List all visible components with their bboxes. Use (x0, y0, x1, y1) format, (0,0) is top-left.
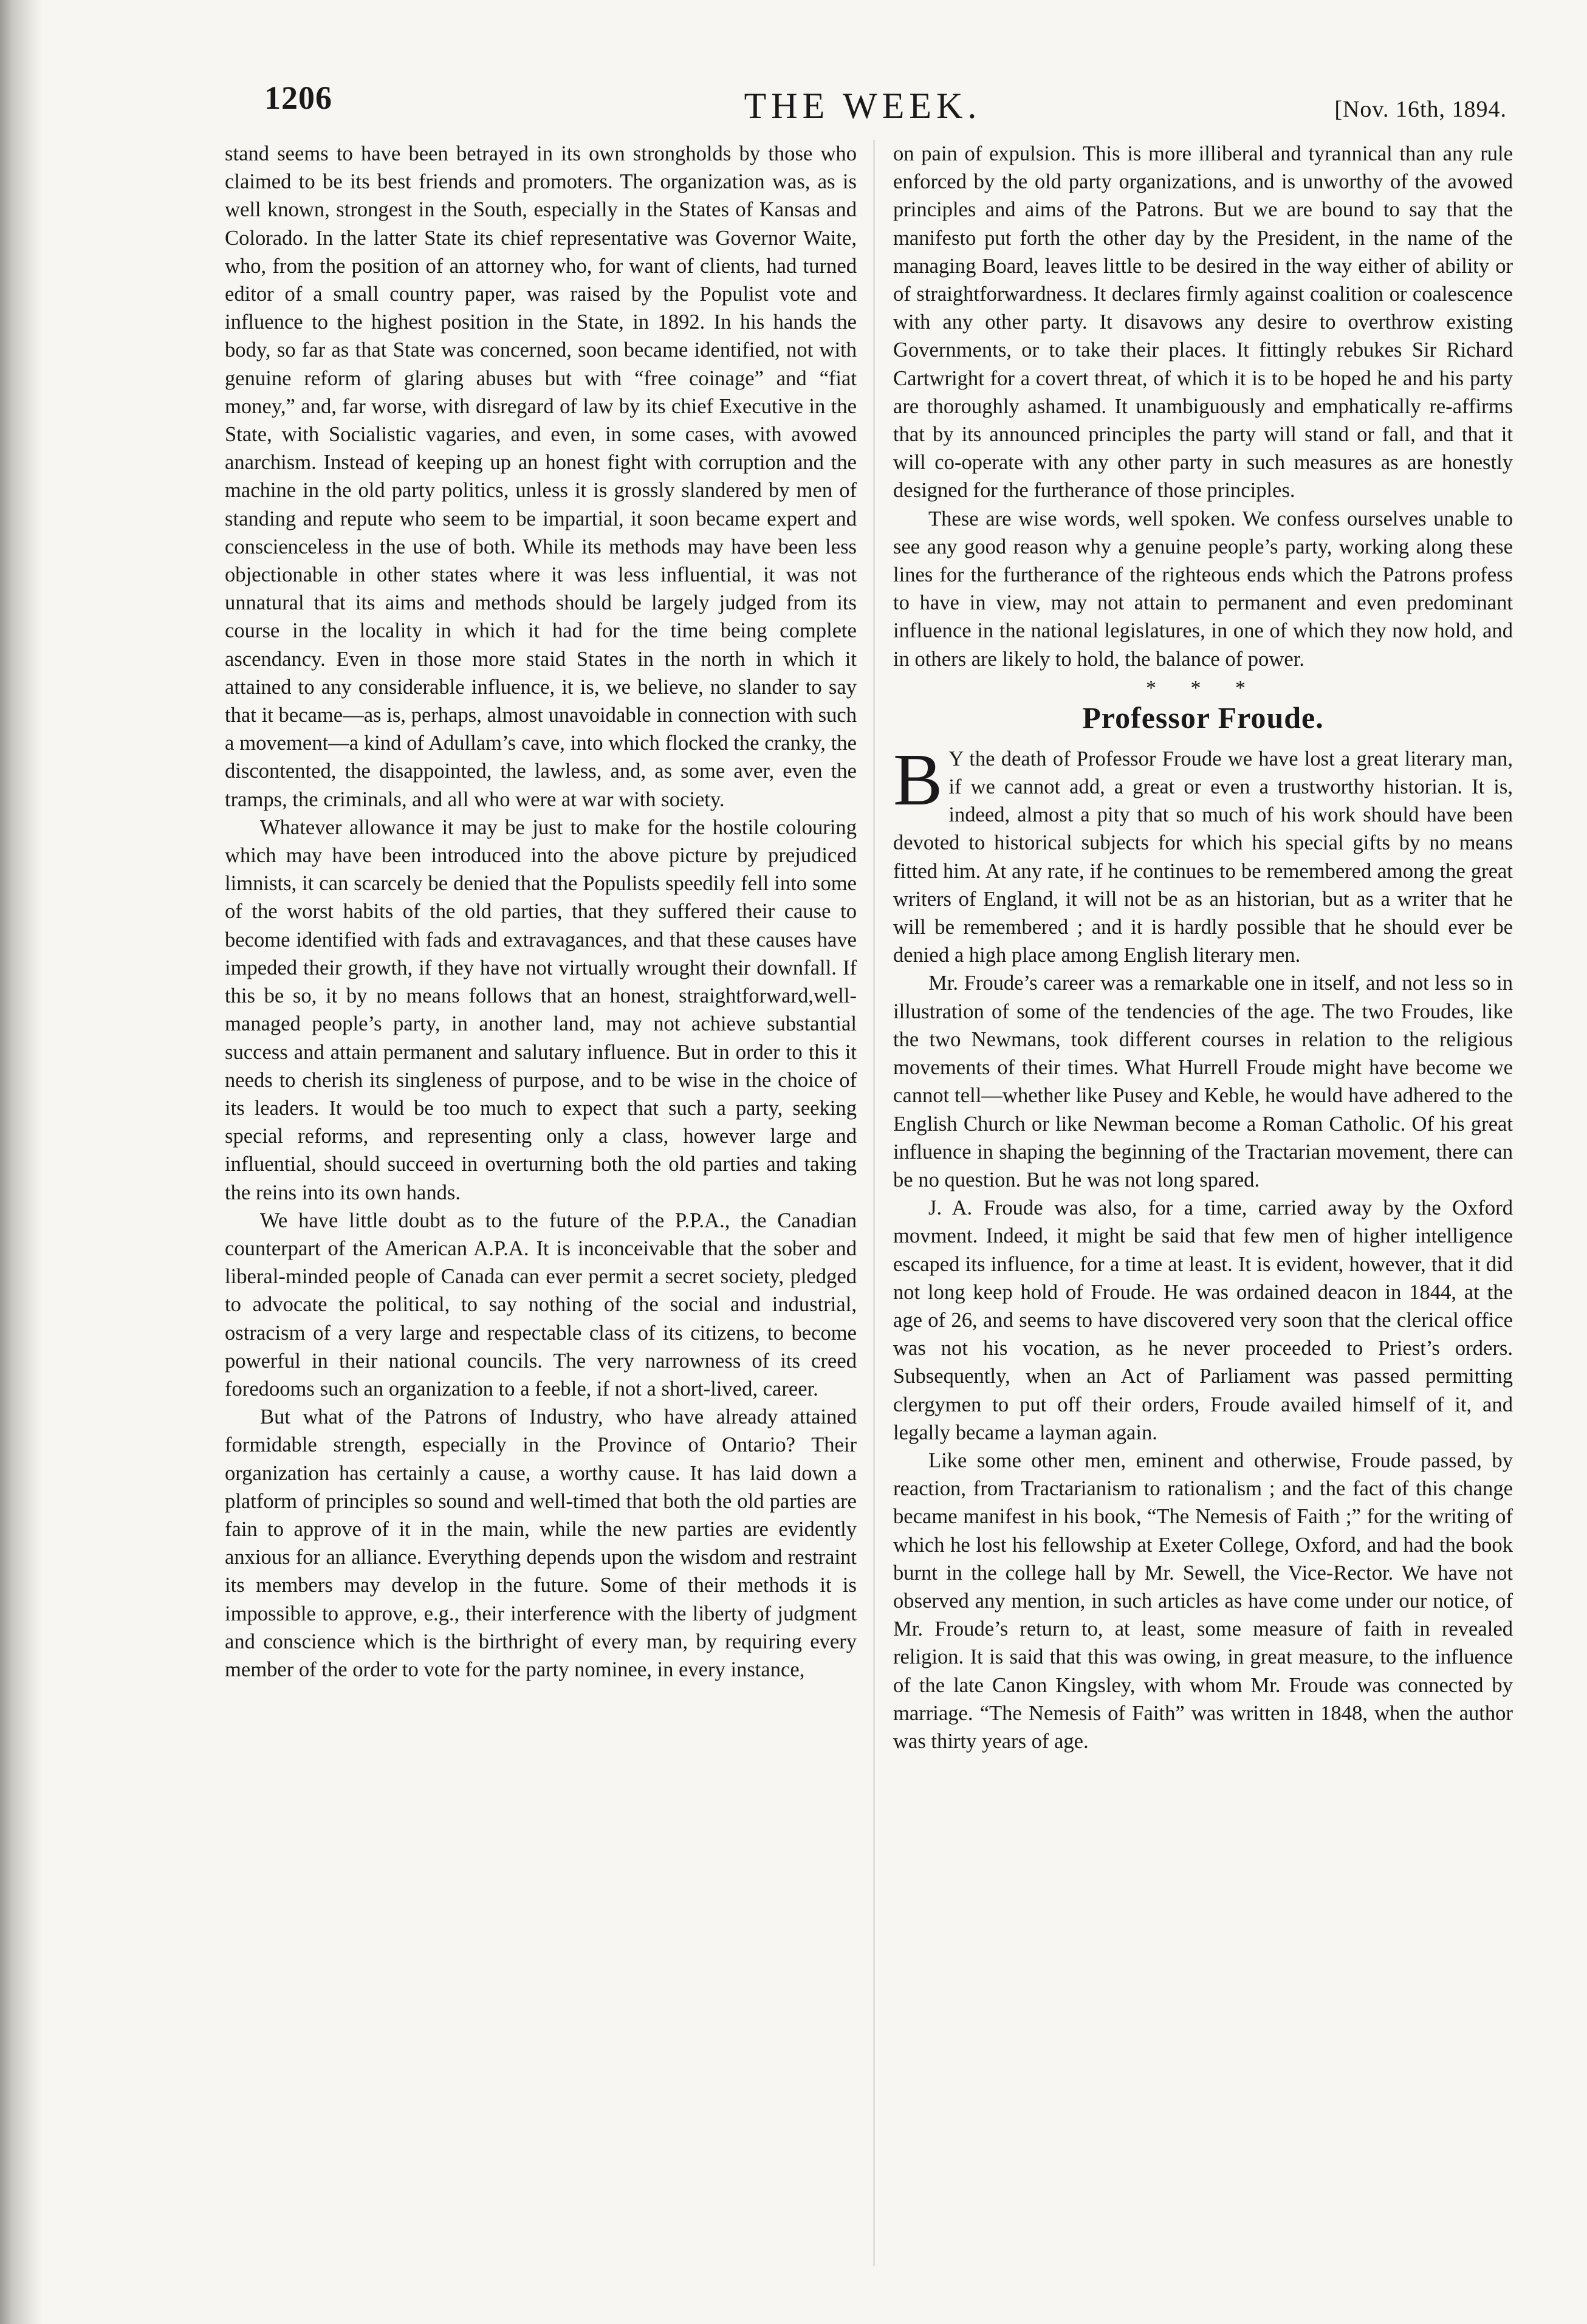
issue-date: [Nov. 16th, 1894. (1334, 97, 1507, 122)
book-binding-shadow (0, 0, 43, 2324)
paragraph: Like some other men, eminent and otherwise, Froude passed, by reaction, from Tractarianism to rationalism ; and the fact of this change became manifest in his book, “The Nemesis of Faith ;” for the writing of which he lost his fellowship at Exeter College, Oxford, and had the book burnt in the college hall by Mr. Sewell, the Vice-Rector. We have not observed any mention, in such articles as have come under our notice, of Mr. Froude’s return to, at least, some measure of faith in revealed religion. It is said that this was owing, in great measure, to the influence of the late Canon Kingsley, with whom Mr. Froude was connected by marriage. “The Nemesis of Faith” was written in 1848, when the author was thirty years of age. (893, 1448, 1513, 1753)
newspaper-page (182, 67, 1543, 2309)
paragraph: We have little doubt as to the future of the P.P.A., the Canadian counterpart of the American A.P.A. It is inconceivable that the sober and liberal-minded people of Canada can ever permit a secret society, pledged to advocate the political, to say nothing of the social and industrial, ostracism of a very large and respectable class of its citizens, to become powerful in their national councils. The very narrowness of its creed foredooms such an organization to a feeble, if not a short-lived, career. (225, 1208, 857, 1400)
paragraph: J. A. Froude was also, for a time, carried away by the Oxford movment. Indeed, it might be said that few men of higher intelligence escaped its influence, for a time at least. It is evident, however, that it did not long keep hold of Froude. He was ordained deacon in 1844, at the age of 26, and seems to have discovered very soon that the clerical office was not his vocation, as he never proceeded to Priest’s orders. Subsequently, when an Act of Parliament was passed permitting clergymen to put off their orders, Froude availed himself of it, and legally became a layman again. (893, 1196, 1513, 1444)
paragraph (893, 738, 1513, 970)
paragraph: on pain of expulsion. This is more illiberal and tyrannical than any rule enforced by the old party organizations, and is unworthy of the avowed principles and aims of the Patrons. But we are bound to say that the manifesto put forth the other day by the President, in the name of the managing Board, leaves little to be desired in the way either of ability or of straightforwardness. It declares firmly against coalition or coalescence with any other party. It disavows any desire to overthrow existing Governments, or to take their places. It fittingly rebukes Sir Richard Cartwright for a covert threat, of which it is to be hoped he and his party are thoroughly ashamed. It unambiguously and emphatically re-affirms that by its announced principles the party will stand or fall, and that it will co-operate with any other party in such measures as are honestly designed for the furtherance of those principles. (893, 142, 1513, 502)
drop-cap: B (893, 738, 943, 821)
page-number: 1206 (264, 80, 332, 116)
right-column (893, 140, 1513, 1755)
paragraph: Mr. Froude’s career was a remarkable one in itself, and not less so in illustration of some of the tendencies of the age. The two Froudes, like the two Newmans, took different courses in relation to the religious movements of their times. What Hurrell Froude might have become we cannot tell—whether like Pusey and Keble, he would have adhered to the English Church or like Newman become a Roman Catholic. Of his great influence in shaping the beginning of the Tractarian movement, there can be no question. But he was not long spared. (893, 972, 1513, 1191)
paragraph: Whatever allowance it may be just to make for the hostile colouring which may have been introduced into the above picture by prejudiced limnists, it can scarcely be denied that the Populists speedily fell into some of the worst habits of the old parties, that they suffered their cause to become identified with fads and extravagances, and that these causes have impeded their growth, if they have not virtually wrought their downfall. If this be so, it by no means follows that an honest, straightforward,well-managed people’s party, in another land, may not achieve substantial success and attain permanent and salutary influence. But in order to this it needs to cherish its singleness of purpose, and to be wise in the choice of its leaders. It would be too much to expect that such a party, seeking special reforms, and representing only a class, however large and influential, should succeed in overturning both the old parties and taking the reins into its own hands. (225, 815, 857, 1204)
journal-title: THE WEEK. (744, 86, 982, 126)
section-title: Professor Froude. (1082, 700, 1324, 735)
left-column (225, 140, 857, 1684)
paragraph: stand seems to have been betrayed in its own strongholds by those who claimed to be its best friends and promoters. The organization was, as is well known, strongest in the South, especially in the States of Kansas and Colorado. In the latter State its chief representative was Governor Waite, who, from the position of an attorney who, for want of clients, had turned editor of a small country paper, was raised by the Populist vote and influence to the highest position in the State, in 1892. In his hands the body, so far as that State was concerned, soon became identified, not with genuine reform of glaring abuses but with “free coinage” and “fiat money,” and, far worse, with disregard of law by its chief Executive in the State, with Socialistic vagaries, and even, in some cases, with avowed anarchism. Instead of keeping up an honest fight with corruption and the machine in the old party politics, unless it is grossly slandered by men of standing and repute who seem to be impartial, it soon became expert and conscienceless in the use of both. While its methods may have been less objectionable in other states where it was less influential, it was not unnatural that its aims and methods should be largely judged from its course in the locality in which it had for the time being complete ascendancy. Even in those more staid States in the north in which it attained to any considerable influence, it is, we believe, no slander to say that it became—as is, perhaps, almost unavoidable in connection with such a movement—a kind of Adullam’s cave, into which flocked the cranky, the discontented, the disappointed, the lawless, and, as some aver, even the tramps, the criminals, and all who were at war with society. (225, 142, 857, 811)
page-header (182, 67, 1543, 134)
section-separator: * * * (1146, 676, 1260, 699)
paragraph: But what of the Patrons of Industry, who have already attained formidable strength, especially in the Province of Ontario? Their organization has certainly a cause, a worthy cause. It has laid down a platform of principles so sound and well-timed that both the old parties are fain to approve of it in the main, while the new parties are evidently anxious for an alliance. Everything depends upon the wisdom and restraint its members may develop in the future. Some of their methods it is impossible to approve, e.g., their interference with the liberty of judgment and conscience which is the birthright of every man, by requiring every member of the order to vote for the party nominee, in every instance, (225, 1405, 857, 1681)
paragraph: These are wise words, well spoken. We confess ourselves unable to see any good reason why a genuine people’s party, working along these lines for the furtherance of the righteous ends which the Patrons profess to have in view, may not attain to permanent and even predominant influence in the national legislatures, in one of which they now hold, and in others are likely to hold, the balance of power. (893, 507, 1513, 671)
paragraph-text: Y the death of Professor Froude we have lost a great literary man, if we cannot add, a great or even a trustworthy historian. It is, indeed, almost a pity that so much of his work should have been devoted to historical subjects for which his special gifts by no means fitted him. At any rate, if he continues to be remembered among the great writers of England, it will not be as an historian, but as a writer that he will be remembered ; and it is hardly possible that he should ever be denied a high place among English literary men. (893, 747, 1513, 967)
